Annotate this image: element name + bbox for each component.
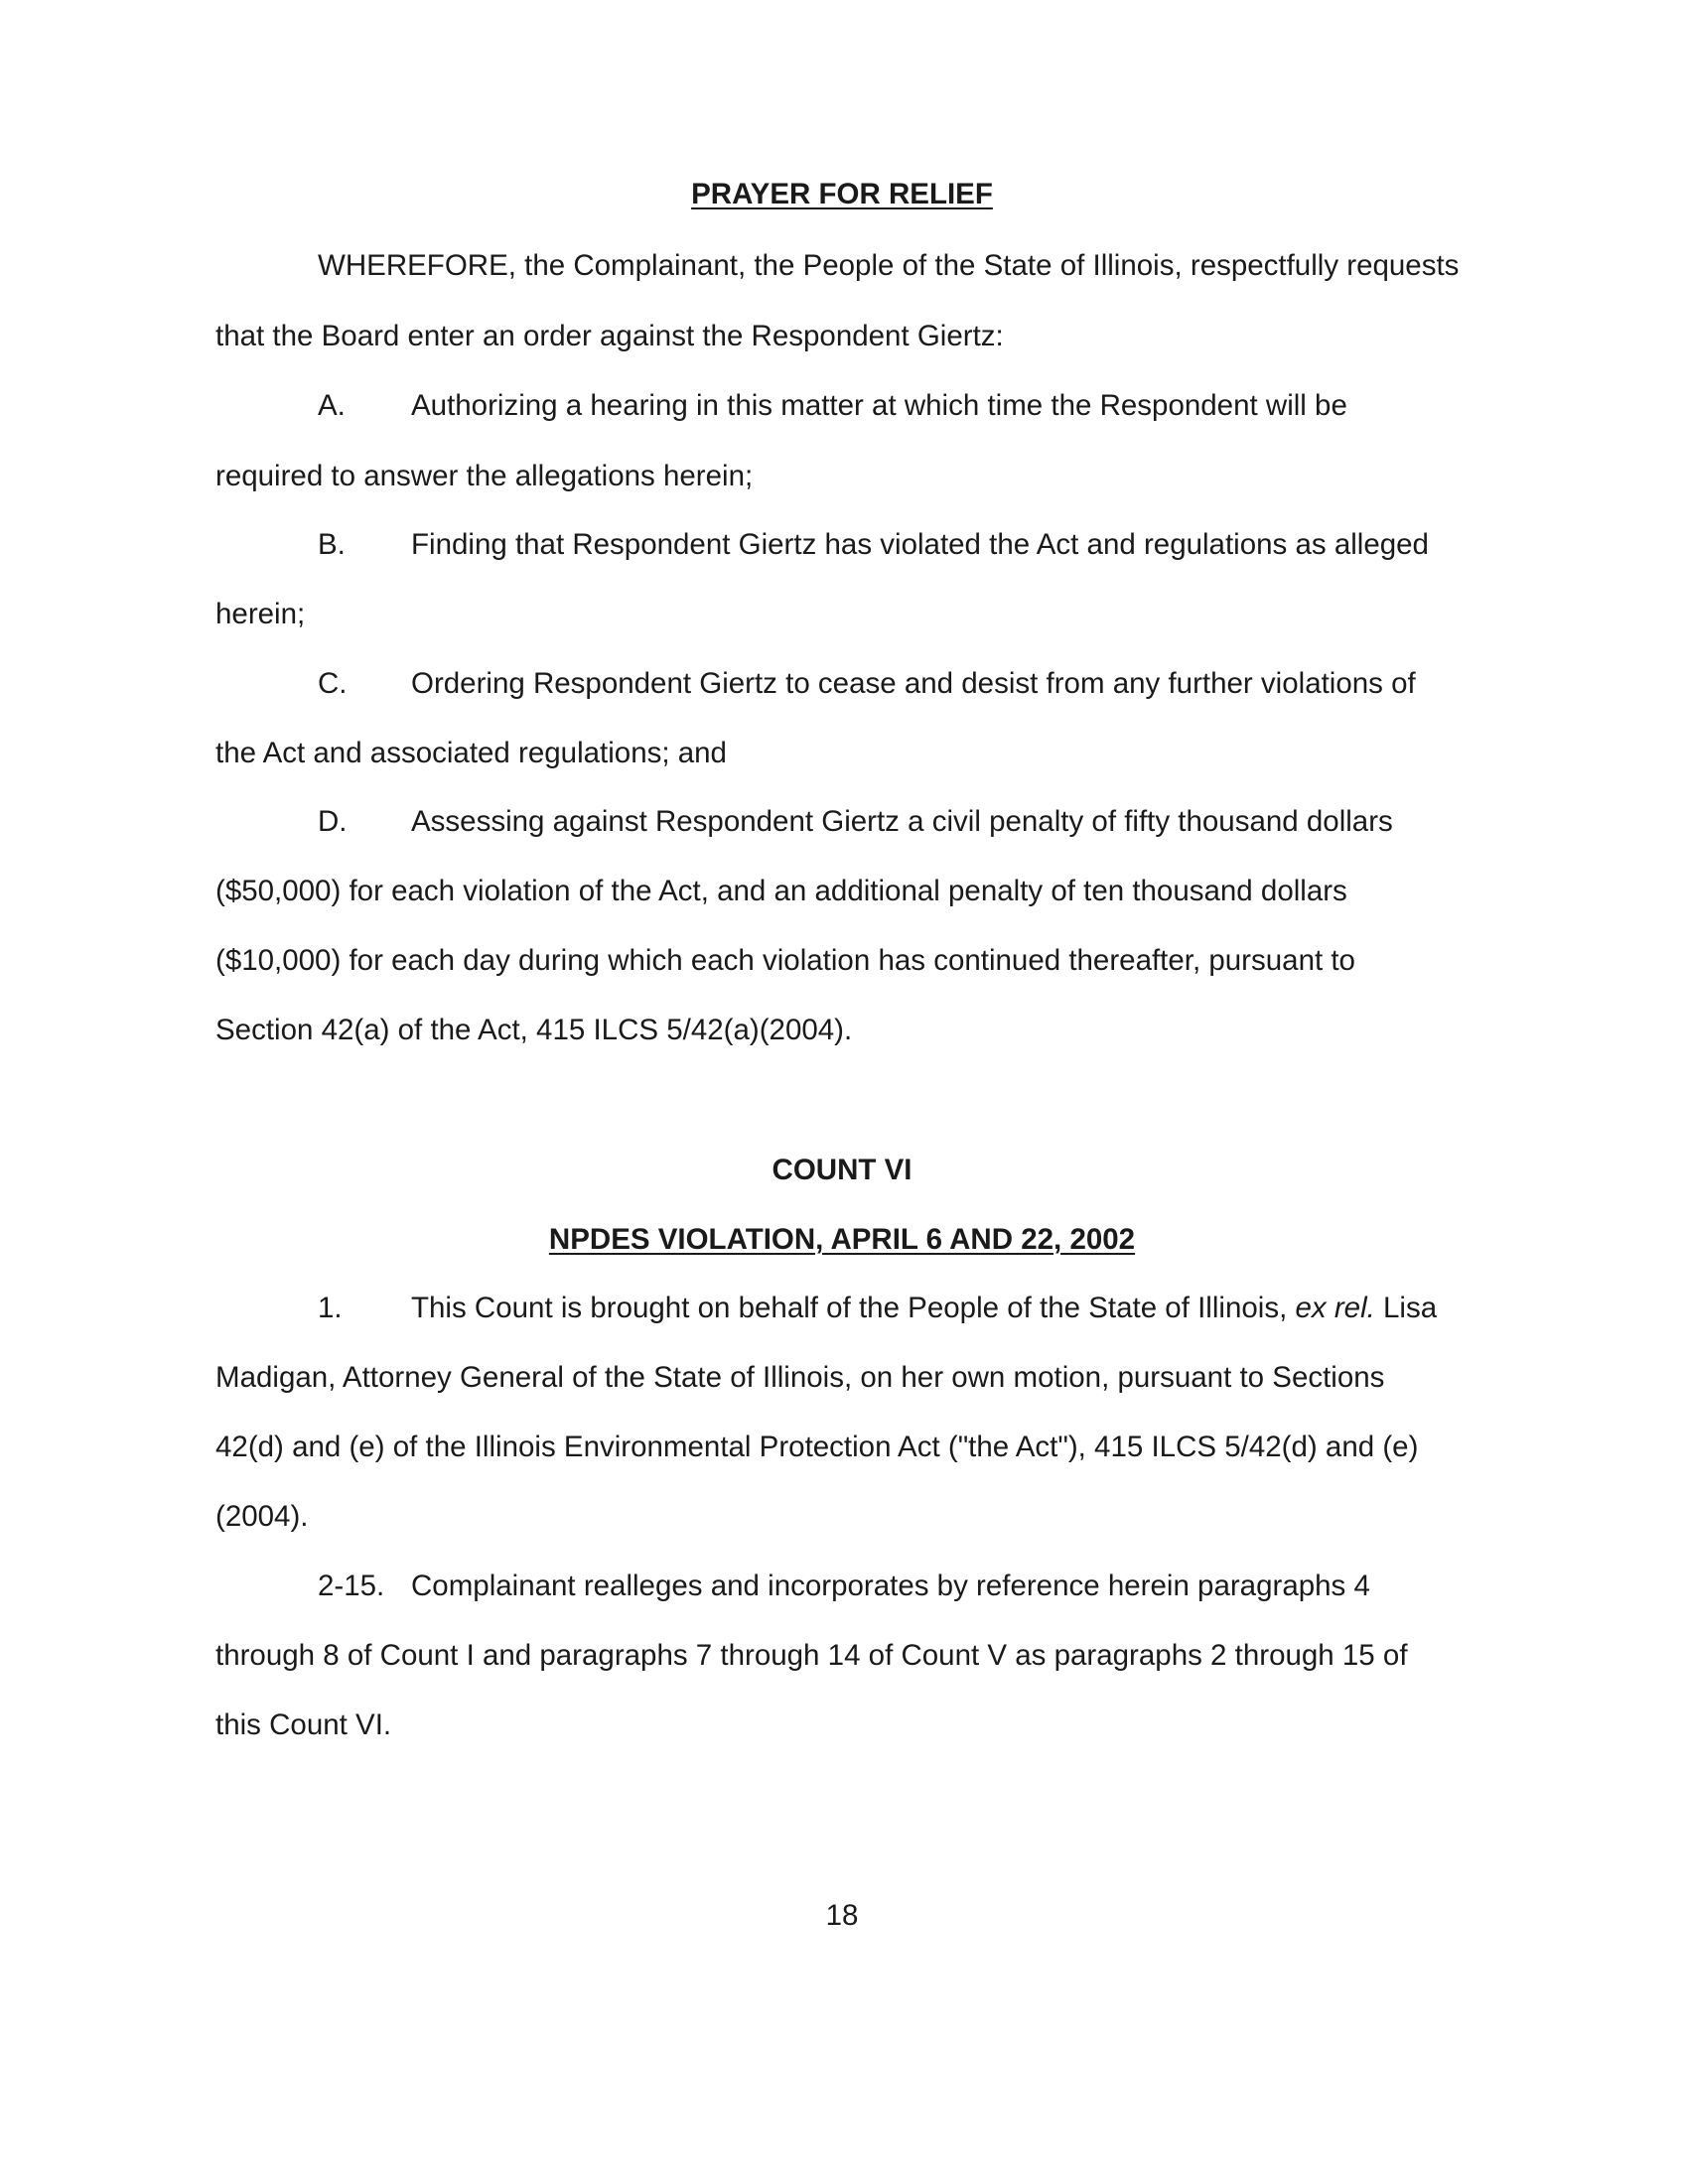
para-2-15-line-2: through 8 of Count I and paragraphs 7 through 14 of Count V as paragraphs 2 through 15 of — [215, 1639, 1408, 1672]
para-1-line-1 — [411, 1291, 1437, 1326]
item-b-line-2: herein; — [215, 598, 306, 630]
para-2-15-line-1: Complainant realleges and incorporates by reference herein paragraphs 4 — [411, 1570, 1370, 1602]
para-1-marker: 1. — [318, 1292, 343, 1324]
item-d-line-3: ($10,000) for each day during which each violation has continued thereafter, pursuant to — [215, 944, 1355, 977]
prayer-heading — [0, 177, 1684, 212]
item-a-line-1: Authorizing a hearing in this matter at which time the Respondent will be — [411, 389, 1347, 422]
item-d-line-1: Assessing against Respondent Giertz a civil penalty of fifty thousand dollars — [411, 805, 1393, 838]
prayer-heading-text: PRAYER FOR RELIEF — [691, 178, 993, 210]
item-a-marker: A. — [318, 389, 346, 422]
para-1-line-1-pre: This Count is brought on behalf of the People of the State of Illinois, — [411, 1292, 1296, 1324]
item-b-line-1: Finding that Respondent Giertz has violated the Act and regulations as alleged — [411, 528, 1429, 561]
item-a-line-2: required to answer the allegations herein; — [215, 460, 754, 492]
para-1-line-2: Madigan, Attorney General of the State of Illinois, on her own motion, pursuant to Sections — [215, 1361, 1385, 1394]
item-d-line-2: ($50,000) for each violation of the Act, and an additional penalty of ten thousand dollars — [215, 875, 1347, 907]
item-c-marker: C. — [318, 667, 348, 700]
para-1-line-3: 42(d) and (e) of the Illinois Environmental Protection Act ("the Act"), 415 ILCS 5/42(d) and (e) — [215, 1431, 1419, 1463]
para-2-15-line-3: this Count VI. — [215, 1708, 392, 1741]
item-c-line-1: Ordering Respondent Giertz to cease and desist from any further violations of — [411, 667, 1416, 700]
item-d-marker: D. — [318, 805, 348, 838]
para-2-15-marker: 2-15. — [318, 1570, 385, 1602]
para-1-line-4: (2004). — [215, 1500, 309, 1533]
prayer-intro-line-1: WHEREFORE, the Complainant, the People of the State of Illinois, respectfully requests — [318, 249, 1460, 282]
item-c-line-2: the Act and associated regulations; and — [215, 737, 727, 769]
para-1-line-1-post: Lisa — [1374, 1292, 1438, 1324]
item-b-marker: B. — [318, 528, 346, 561]
count-heading: COUNT VI — [772, 1154, 912, 1186]
count-subheading-text: NPDES VIOLATION, APRIL 6 AND 22, 2002 — [548, 1223, 1136, 1256]
page-number: 18 — [825, 1899, 859, 1932]
count-subheading — [0, 1222, 1684, 1258]
para-1-line-1-em: ex rel. — [1295, 1292, 1375, 1324]
prayer-intro-line-2: that the Board enter an order against the Respondent Giertz: — [215, 320, 1004, 352]
item-d-line-4: Section 42(a) of the Act, 415 ILCS 5/42(a)(2004). — [215, 1014, 853, 1046]
